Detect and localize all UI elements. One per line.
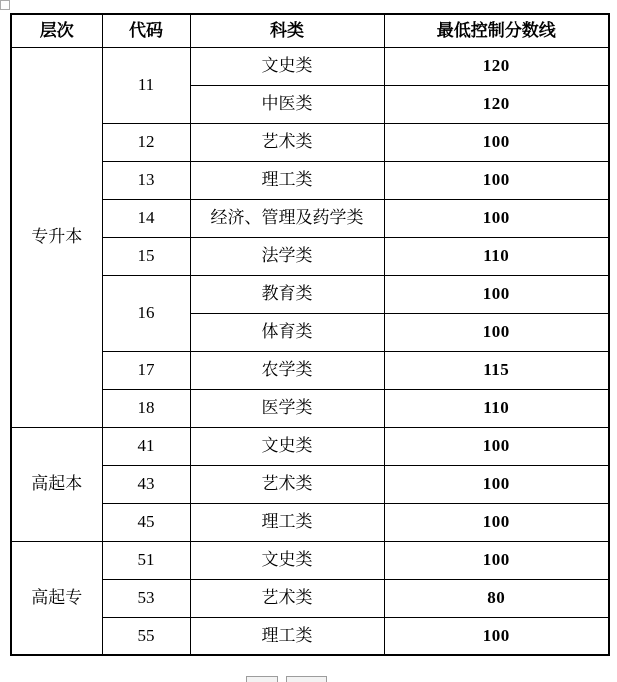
cell-score: 100 — [384, 541, 609, 579]
admission-score-table — [10, 13, 610, 656]
cell-score: 100 — [384, 427, 609, 465]
cell-score: 115 — [384, 351, 609, 389]
cell-score: 100 — [384, 503, 609, 541]
cell-subject: 理工类 — [190, 161, 384, 199]
cell-code: 12 — [102, 123, 190, 161]
cell-code: 45 — [102, 503, 190, 541]
table-row — [11, 427, 609, 465]
cell-score: 100 — [384, 123, 609, 161]
cell-score: 100 — [384, 199, 609, 237]
cell-score: 120 — [384, 47, 609, 85]
cell-level-zhuanshengben: 专升本 — [11, 47, 102, 427]
cell-subject: 中医类 — [190, 85, 384, 123]
cell-subject: 文史类 — [190, 541, 384, 579]
cell-score: 80 — [384, 579, 609, 617]
column-header-code: 代码 — [102, 14, 190, 47]
table-row — [11, 541, 609, 579]
cell-code: 43 — [102, 465, 190, 503]
cell-code: 16 — [102, 275, 190, 351]
cell-score: 110 — [384, 389, 609, 427]
cell-code: 13 — [102, 161, 190, 199]
cell-code: 51 — [102, 541, 190, 579]
cell-code: 17 — [102, 351, 190, 389]
cell-subject: 理工类 — [190, 503, 384, 541]
cell-level-gaoqizhuan: 高起专 — [11, 541, 102, 655]
cell-code: 14 — [102, 199, 190, 237]
cell-level-gaoqiben: 高起本 — [11, 427, 102, 541]
cell-subject: 文史类 — [190, 427, 384, 465]
cell-subject: 医学类 — [190, 389, 384, 427]
cell-subject: 教育类 — [190, 275, 384, 313]
cell-score: 100 — [384, 465, 609, 503]
cell-subject: 艺术类 — [190, 123, 384, 161]
cell-subject: 经济、管理及药学类 — [190, 199, 384, 237]
cell-code: 11 — [102, 47, 190, 123]
column-header-level: 层次 — [11, 14, 102, 47]
cell-subject: 农学类 — [190, 351, 384, 389]
cell-score: 110 — [384, 237, 609, 275]
cell-score: 100 — [384, 161, 609, 199]
cell-score: 100 — [384, 617, 609, 655]
column-header-score: 最低控制分数线 — [384, 14, 609, 47]
cell-score: 100 — [384, 313, 609, 351]
cell-subject: 艺术类 — [190, 465, 384, 503]
cell-code: 53 — [102, 579, 190, 617]
cell-code: 41 — [102, 427, 190, 465]
table-row — [11, 47, 609, 85]
cell-code: 55 — [102, 617, 190, 655]
cell-subject: 理工类 — [190, 617, 384, 655]
cell-code: 18 — [102, 389, 190, 427]
cell-subject: 法学类 — [190, 237, 384, 275]
cell-score: 120 — [384, 85, 609, 123]
column-header-subject: 科类 — [190, 14, 384, 47]
cell-code: 15 — [102, 237, 190, 275]
cropped-widget-fragment — [246, 676, 278, 682]
cropped-widget-fragment — [286, 676, 327, 682]
cell-score: 100 — [384, 275, 609, 313]
cell-subject: 艺术类 — [190, 579, 384, 617]
cell-subject: 体育类 — [190, 313, 384, 351]
object-anchor-icon — [0, 0, 10, 10]
header-row — [11, 14, 609, 47]
cell-subject: 文史类 — [190, 47, 384, 85]
